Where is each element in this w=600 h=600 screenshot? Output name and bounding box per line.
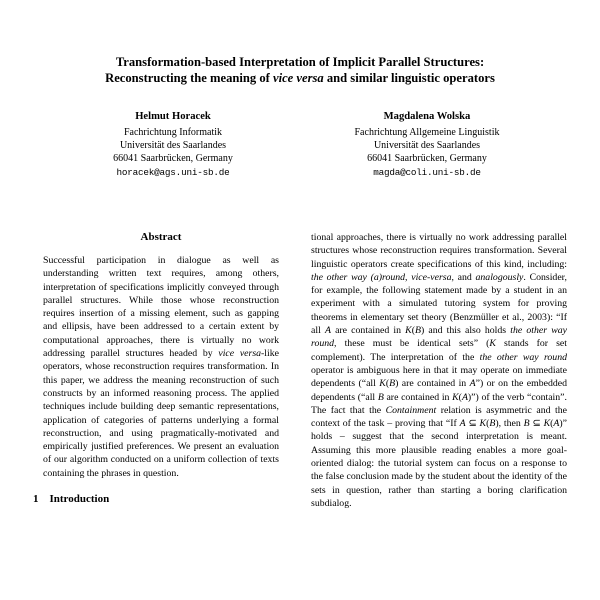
author-email: horacek@ags.uni-sb.de [116, 167, 230, 178]
author-affiliation: 66041 Saarbrücken, Germany [113, 153, 233, 164]
author-affiliation: Universität des Saarlandes [119, 140, 227, 151]
author-affiliation: Fachrichtung Informatik [123, 127, 223, 138]
author-block-1 [78, 110, 268, 179]
section-number: 1 [33, 493, 39, 506]
abstract-text: Successful participation in dialogue as well as understanding written text requires, among others, interpretation of specifications implicitly conveyed through parallel structures. While those whose reconstruction requires insertion of a missing element, such as gapping and ellipsis, have been addressed to a certain extent by computational approaches, there is virtually no work addressing parallel structures headed by vice versa-like operators, whose reconstruction requires transformation. In this paper, we address the meaning reconstruction of such constructs by an informed reasoning process. The applied techniques include building deep semantic representations, application of categories of patterns underlying a formal reconstruction, and using pragmatically-motivated and empirically justified preferences. We present an evaluation of our algorithm conducted on a uniform collection of texts containing the phrases in question. [43, 255, 279, 479]
title-line-1: Transformation-based Interpretation of Implicit Parallel Structures: [115, 55, 485, 69]
author-email: magda@coli.uni-sb.de [373, 167, 481, 178]
section-title: Introduction [49, 493, 110, 506]
abstract-heading: Abstract [140, 231, 182, 243]
author-name: Magdalena Wolska [383, 111, 471, 122]
paper-title [33, 54, 567, 86]
author-affiliation: Universität des Saarlandes [373, 140, 481, 151]
title-line-2: Reconstructing the meaning of vice versa and similar linguistic operators [105, 71, 495, 85]
author-name: Helmut Horacek [135, 111, 211, 122]
section-heading-introduction [33, 493, 289, 505]
left-column [33, 231, 289, 510]
two-column-body [33, 231, 567, 510]
right-column [311, 231, 567, 510]
authors-row [33, 110, 567, 179]
author-block-2 [332, 110, 522, 179]
right-column-text: tional approaches, there is virtually no work addressing parallel structures whose reconstruction requires transformation. Several linguistic operators create specifications of this kind, including: the other way (a)round, vice-versa, and analogously. Consider, for example, the following statement made by a student in an experiment with a simulated tutoring system for proving theorems in elementary set theory (Benzmüller et al., 2003): “If all A are contained in K(B) and this also holds the other way round, these must be identical sets” (K stands for set complement). The interpretation of the the other way round operator is ambiguous here in that it may operate on immediate dependents (“all K(B) are contained in A”) or on the embedded dependents (“all B are contained in K(A)”) of the verb “contain”. The fact that the Containment relation is asymmetric and the context of the task – proving that “If A ⊆ K(B), then B ⊆ K(A)” holds – suggest that the second interpretation is meant. Assuming this more plausible reading enables a more goal-oriented dialog: the tutorial system can focus on a response to the false conclusion made by the student about the identity of the sets in question, rather than starting a boring clarification subdialog. [311, 232, 568, 509]
author-affiliation: 66041 Saarbrücken, Germany [367, 153, 487, 164]
author-affiliation: Fachrichtung Allgemeine Linguistik [354, 127, 500, 138]
